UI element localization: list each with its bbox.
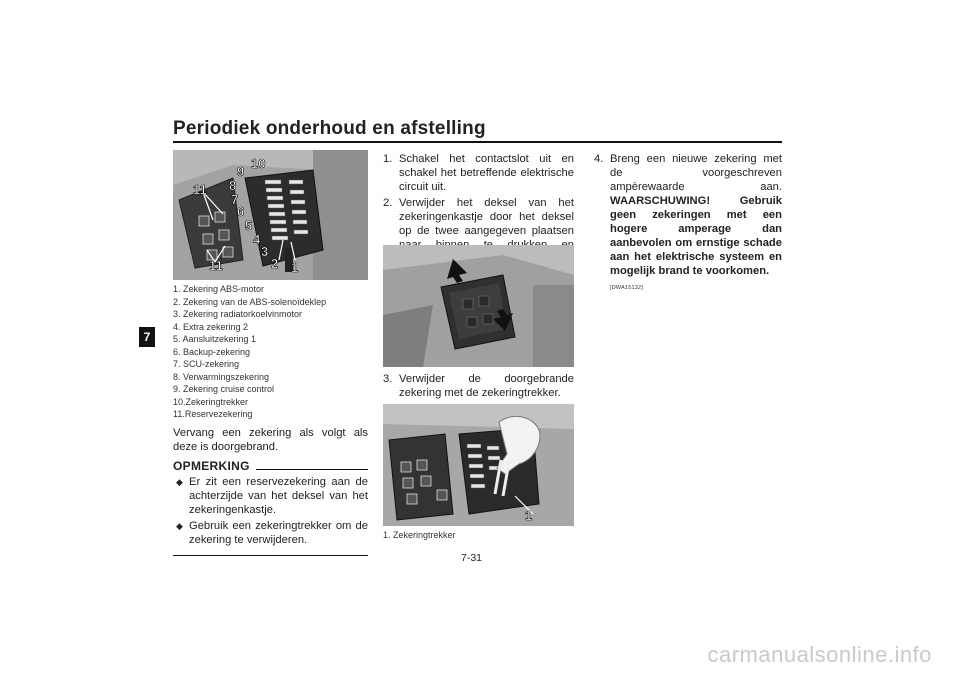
legend-item: 1. Zekering ABS-motor [173, 284, 265, 294]
legend-item: 9. Zekering cruise control [173, 384, 275, 394]
callout-8: 8 [229, 178, 237, 193]
fuse-cover-illustration [383, 245, 574, 367]
legend-item: 8. Verwarmingszekering [173, 371, 270, 382]
legend-item: 4. Extra zekering 2 [173, 321, 249, 332]
opmerking-title: OPMERKING [173, 459, 250, 473]
step-text: Breng een nieuwe zekering met de voorgeschreven ampèrewaarde aan. [610, 153, 782, 193]
callout-7: 7 [231, 192, 239, 207]
step-number: 3. [383, 373, 393, 385]
bullet-text: Er zit een reservezekering aan de achterzijde van het deksel van het zekeringenkastje. [189, 476, 368, 516]
bullet-icon: ◆ [176, 521, 183, 531]
fuse-puller-illustration [383, 404, 574, 526]
legend-item: 10.Zekeringtrekker [173, 396, 249, 407]
page-title: Periodiek onderhoud en afstelling [173, 118, 486, 139]
legend-item: 2. Zekering van de ABS-solenoïdeklep [173, 296, 327, 307]
opmerking-heading [173, 459, 368, 473]
right-column [594, 152, 782, 295]
intro-text: Vervang een zekering als volgt als deze is doorgebrand. [173, 427, 368, 453]
opmerking-box [173, 459, 368, 556]
step-number: 2. [383, 197, 393, 209]
fuse-puller-photo [383, 404, 574, 526]
callout-1: 1 [525, 508, 533, 523]
callout-3: 3 [261, 244, 269, 259]
callout-11b: 11 [209, 258, 223, 273]
opmerking-rule [256, 469, 368, 470]
opmerking-end-rule [173, 555, 368, 556]
step-1 [383, 152, 574, 194]
warning-code: [DWA15132] [610, 285, 643, 291]
bullet-icon: ◆ [176, 477, 183, 487]
title-rule [173, 141, 782, 143]
step-text: Verwijder het deksel van het zekeringenkastje door het deksel op de twee aangegeven plaatsen [399, 197, 574, 237]
step-number: 1. [383, 153, 393, 165]
legend-item: 3. Zekering radiatorkoelvinmotor [173, 309, 303, 319]
step-3 [383, 372, 574, 400]
list-item [173, 519, 368, 547]
callout-4: 4 [253, 232, 261, 247]
step-number: 4. [594, 153, 604, 165]
legend-item: 6. Backup-zekering [173, 346, 251, 357]
step-text: Verwijder de doorgebrande zekering met de zekeringtrekker. [399, 373, 574, 399]
callout-11a: 11 [193, 182, 207, 197]
step-4 [594, 152, 782, 278]
callout-1: 1 [291, 260, 299, 275]
callout-5: 5 [245, 218, 253, 233]
step-text: Schakel het contactslot uit en schakel het betreffende elektrische circuit uit. [399, 153, 574, 193]
warning-text: WAARSCHUWING! Gebruik geen zekeringen met een hogere amperage dan aanbevolen om ernstige schade aan het elektrische systeem en mogelijk brand te voorkomen. [610, 195, 782, 277]
list-item [173, 475, 368, 517]
callout-10: 10 [251, 156, 266, 171]
legend-item: 11.Reservezekering [173, 409, 253, 419]
figure3-legend: 1. Zekeringtrekker [383, 530, 456, 540]
left-column [173, 426, 368, 556]
legend-item: 5. Aansluitzekering 1 [173, 334, 257, 344]
middle-step3 [383, 372, 574, 402]
callout-6: 6 [237, 204, 245, 219]
watermark: carmanualsonline.info [707, 642, 932, 667]
fuse-cover-photo [383, 245, 574, 367]
callout-9: 9 [237, 164, 245, 179]
fuse-box-photo [173, 150, 368, 280]
legend-item: 7. SCU-zekering [173, 359, 240, 369]
callout-2: 2 [271, 256, 279, 271]
step-content [610, 152, 782, 278]
bullet-text: Gebruik een zekeringtrekker om de zekering te verwijderen. [189, 520, 368, 546]
fuse-box-illustration [173, 150, 368, 280]
page-number: 7-31 [461, 552, 483, 564]
figure1-legend [173, 283, 326, 421]
chapter-tab: 7 [139, 327, 155, 347]
